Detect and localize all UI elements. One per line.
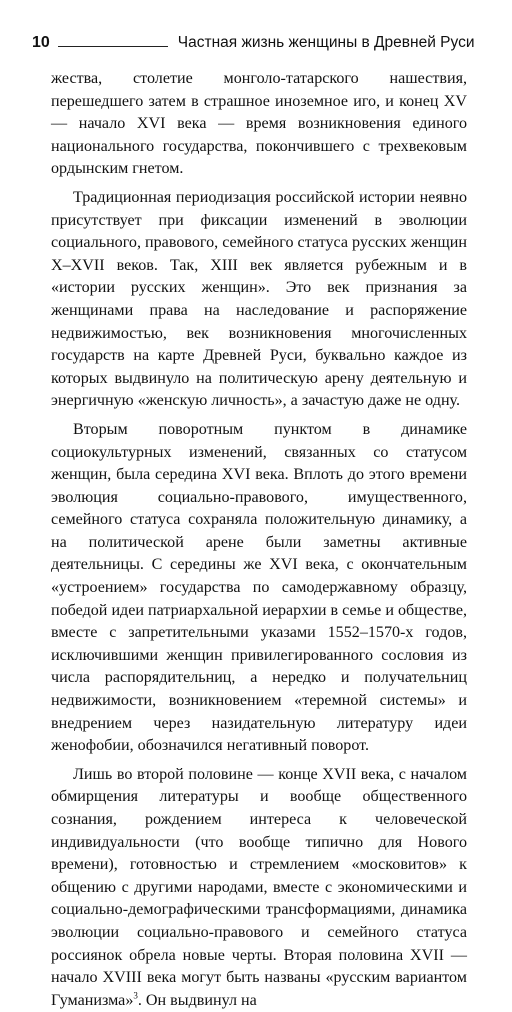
body-text [51,68,467,1012]
paragraph: Традиционная периодизация российской истории неявно присутствует при фиксации изменений в эволюции социального, правового, семейного статуса русских женщин X–XVII веков. Так, XIII век является рубежным и в «истории русских женщин». Это век признания за женщинами права на наследование и распоряжение недвижимостью, век возникновения многочисленных государств на карте Древней Руси, буквально каждое из которых выдвинуло на политическую арену деятельную и энергичную «женскую личность», а зачастую даже не одну. [51,188,467,410]
paragraph [51,764,467,1012]
paragraph-text-continued: . Он выдвинул на [137,991,257,1009]
running-title: Частная жизнь женщины в Древней Руси [177,34,475,51]
paragraph: Вторым поворотным пунктом в динамике социокультурных изменений, связанных со статусом женщин, была середина XVI века. Вплоть до этого времени эволюция социально-правового, имущественного, семейного статуса сохраняла положительную динамику, а на политической арене были заметны активные деятельницы. С середины же XVI века, с окончательным «устроением» государства по самодержавному образцу, победой идеи патриархальной иерархии в семье и обществе, вместе с запретительными указами 1552–1570-х годов, исключившими женщин привилегированного сословия из числа распорядительниц, а нередко и получательниц недвижимости, возникновением «теремной системы» и внедрением через назидательную литературу идеи женофобии, обозначился негативный поворот. [51,420,467,755]
page-header [32,28,486,52]
paragraph-text: Лишь во второй половине — конце XVII века, с началом обмирщения литературы и вообще общественного сознания, рождением интереса к человеческой индивидуальности (что вообще типично для Нового времени), готовностью и стремлением «московитов» к общению с другими народами, вместе с экономическими и социально-демографическими трансформациями, динамика эволюции социально-правового и семейного статуса россиянок обрела новые черты. Вторая половина XVII — начало XVIII века могут быть названы «русским вариантом Гуманизма» [51,765,467,1009]
header-rule [58,46,168,47]
page-number: 10 [32,34,50,51]
footnote-marker: 3 [133,990,138,1001]
paragraph: жества, столетие монголо-татарского нашествия, перешедшего затем в страшное иноземное иго, и конец XV — начало XVI века — время возникновения единого национального государства, покончившего с трехвековым ордынским гнетом. [51,70,467,178]
